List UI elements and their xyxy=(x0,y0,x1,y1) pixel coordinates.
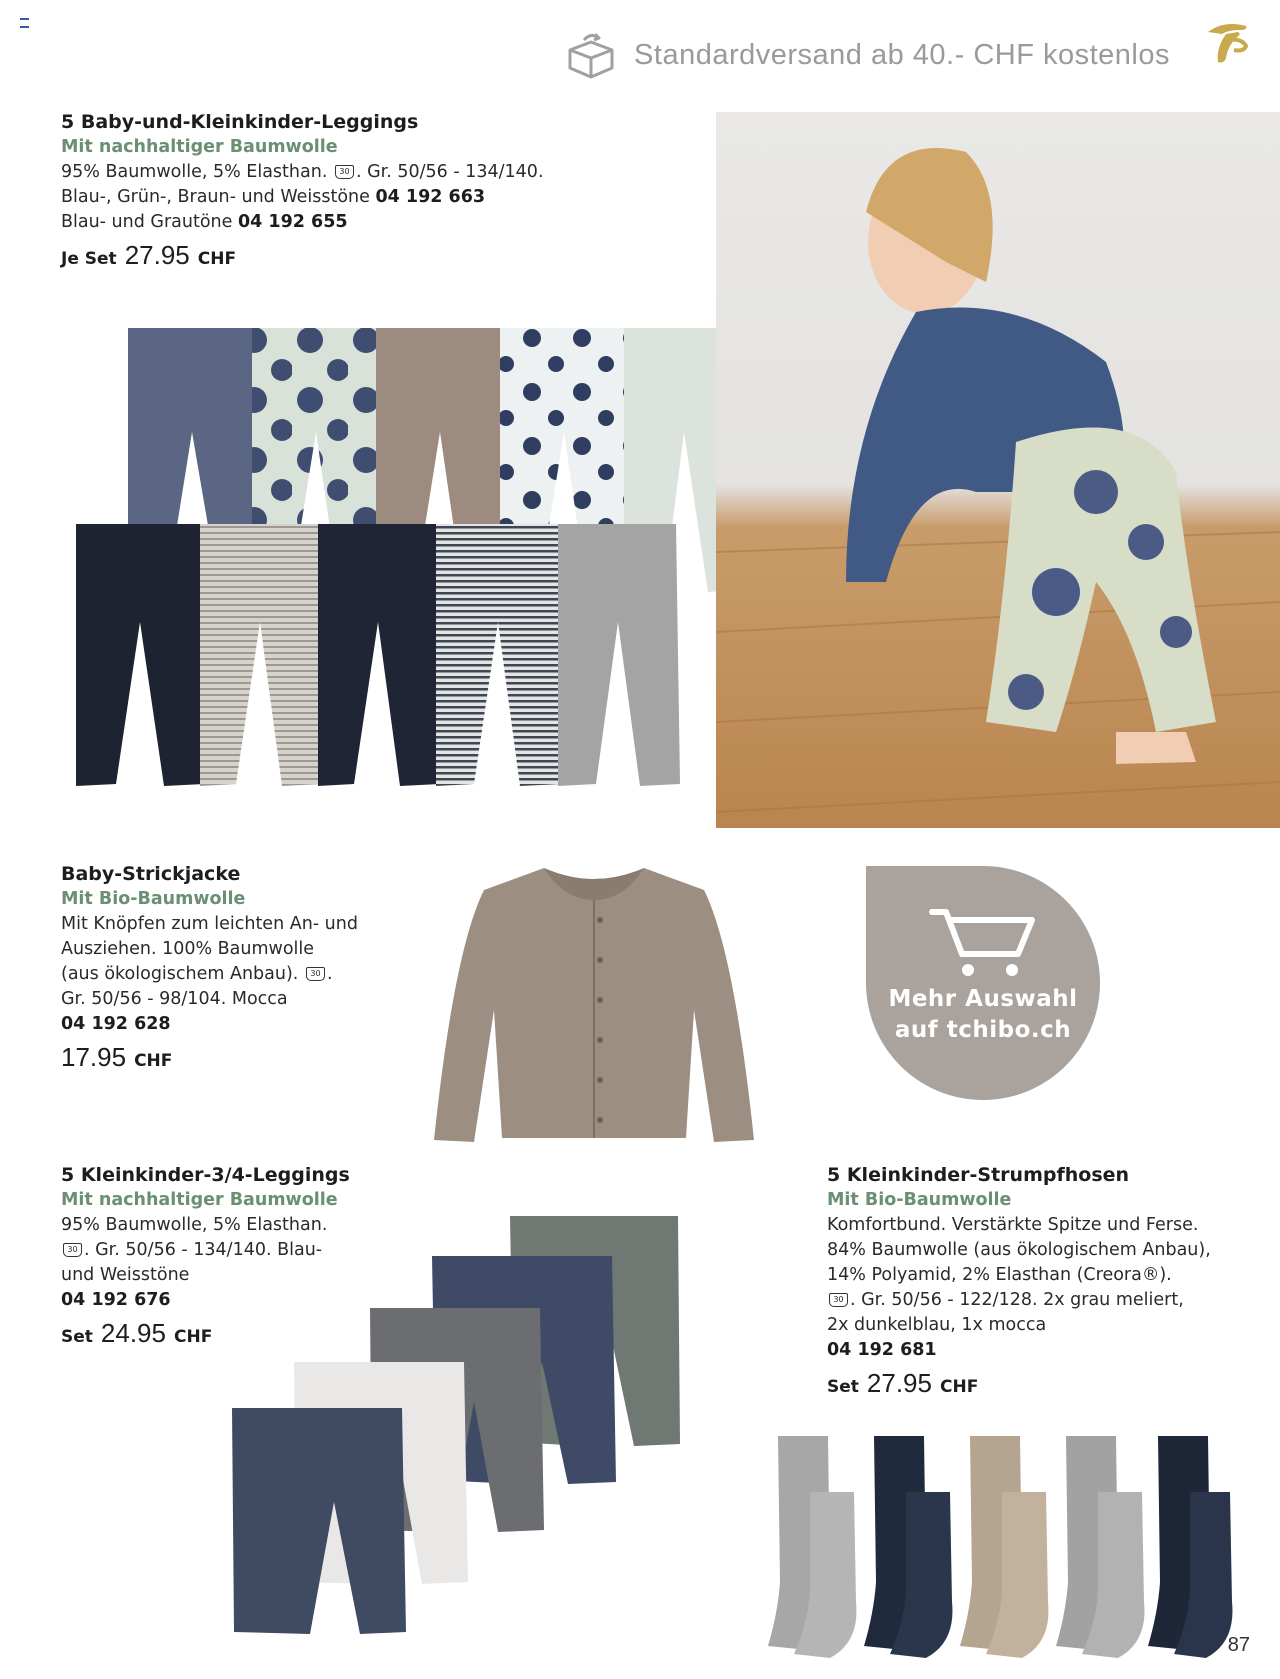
product-baby-leggings xyxy=(61,110,544,272)
3-4-leggings-product-image xyxy=(224,1212,684,1642)
product-subtitle: Mit nachhaltiger Baumwolle xyxy=(61,1190,338,1210)
shopping-cart-icon xyxy=(928,906,1038,980)
product-subtitle: Mit nachhaltiger Baumwolle xyxy=(61,137,338,157)
wash-30-icon: 30 xyxy=(306,967,325,981)
product-number: 04 192 676 xyxy=(61,1290,171,1310)
product-baby-cardigan: Baby-Strickjacke Mit Bio-Baumwolle Mit Knöpfen zum leichten An- und Ausziehen. 100% Baumwolle (aus ökologischem Anbau). 30 . Gr. 50/56 - 98/104. Mocca 04 192 628 17.95 CHF xyxy=(61,863,358,1072)
child-photo xyxy=(716,112,1280,828)
tchibo-logo-icon xyxy=(1202,18,1252,70)
shipping-text: Standardversand ab 40.- CHF kostenlos xyxy=(634,38,1170,71)
product-subtitle: Mit Bio-Baumwolle xyxy=(61,889,246,909)
promo-text: Mehr Auswahl auf tchibo.ch xyxy=(888,986,1078,1043)
cardigan-product-image xyxy=(424,860,764,1150)
corner-mark xyxy=(20,18,29,28)
tights-product-image xyxy=(758,1432,1238,1664)
product-subtitle: Mit Bio-Baumwolle xyxy=(827,1190,1012,1210)
wash-30-icon: 30 xyxy=(829,1293,848,1307)
product-price: 17.95 CHF xyxy=(61,1042,173,1072)
product-tights: 5 Kleinkinder-Strumpfhosen Mit Bio-Baumwolle Komfortbund. Verstärkte Spitze und Ferse. 84% Baumwolle (aus ökologischem Anbau), 14% Polyamid, 2% Elasthan (Creora®). 30 . Gr. 50/56 - 122/128. 2x grau meliert, 2x dunkelblau, 1x mocca 04 192 681 Set 27.95 CHF xyxy=(827,1164,1211,1398)
shipping-banner xyxy=(562,30,1170,80)
promo-more-selection[interactable] xyxy=(866,866,1100,1100)
page-number: 87 xyxy=(1227,1634,1250,1656)
product-title: 5 Baby-und-Kleinkinder-Leggings xyxy=(61,111,419,133)
delivery-box-icon xyxy=(562,30,620,80)
product-number: 04 192 628 xyxy=(61,1014,171,1034)
product-number: 04 192 681 xyxy=(827,1340,937,1360)
product-variant-1: Blau-, Grün-, Braun- und Weisstöne 04 192 663 xyxy=(61,187,486,207)
product-price: Je Set 27.95 CHF xyxy=(61,240,237,270)
product-3-4-leggings: 5 Kleinkinder-3/4-Leggings Mit nachhaltiger Baumwolle 95% Baumwolle, 5% Elasthan. 30 . Gr. 50/56 - 134/140. Blau- und Weisstöne 04 192 676 Set 24.95 CHF xyxy=(61,1164,350,1348)
product-price: Set 27.95 CHF xyxy=(827,1368,979,1398)
product-title: 5 Kleinkinder-Strumpfhosen xyxy=(827,1164,1130,1186)
product-variant-2: Blau- und Grautöne 04 192 655 xyxy=(61,212,348,232)
product-material: 95% Baumwolle, 5% Elasthan. 30 . Gr. 50/56 - 134/140. xyxy=(61,162,544,182)
product-price: Set 24.95 CHF xyxy=(61,1318,213,1348)
wash-30-icon: 30 xyxy=(335,165,354,179)
product-title: Baby-Strickjacke xyxy=(61,863,241,885)
wash-30-icon: 30 xyxy=(63,1243,82,1257)
product-title: 5 Kleinkinder-3/4-Leggings xyxy=(61,1164,350,1186)
leggings-product-image xyxy=(68,322,748,792)
